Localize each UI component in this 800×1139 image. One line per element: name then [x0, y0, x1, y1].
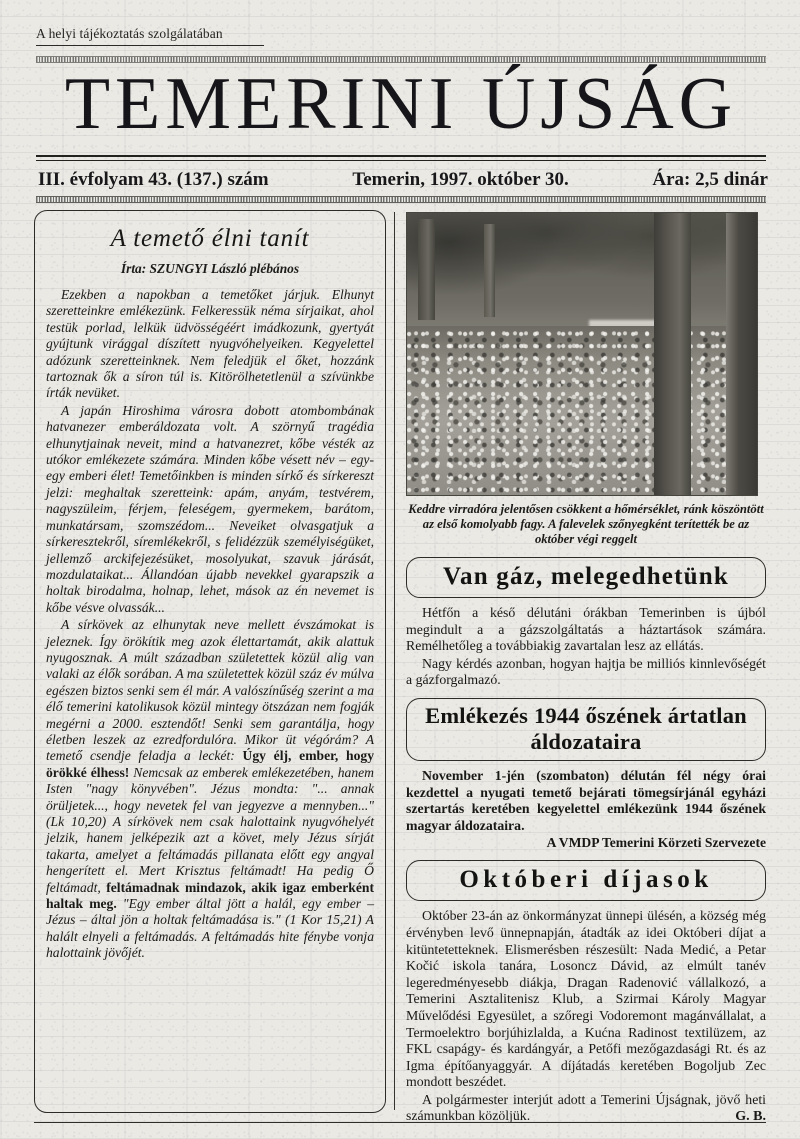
lead-article-byline: Írta: SZUNGYI László plébános: [120, 261, 300, 276]
masthead-bottom-ornament-rule: [36, 196, 766, 203]
headline-box: [406, 860, 766, 901]
article-headline: Októberi díjasok: [459, 866, 713, 894]
issue-information-line: [36, 165, 770, 195]
autumn-park-leaves-photo: [406, 212, 758, 496]
lead-article-box: [34, 210, 386, 1113]
lead-p3-part1: A sírkövek az elhunytak neve mellett évszámokat is jeleznek. Így örökítik meg azok élettartamát, akik alattuk nyugosznak. A múlt században születettek közül alig van valaki az élők sorában. A ma születettek közül száz év múlva egészen biztos senki sem él már. A valószínűség szerint a ma élő temerini katolikusok közül mintegy ötszázan nem fogják megérni a 2000. esztendőt! Senki sem garantálja, hogy életben leszek az ezredfordulóra. Mikor üt végórám? A temető csendje feladja a leckét:: [46, 617, 374, 764]
lead-article-title: A temető élni tanít: [110, 225, 310, 252]
lead-p3-bold1: Úgy élj, ember, hogy örökké élhess!: [46, 748, 374, 780]
issue-number: III. évfolyam 43. (137.) szám: [38, 169, 269, 190]
article-paragraph: Nagy kérdés azonban, hogyan hajtja be milliós kinnlevőségét a gázforgalmazó.: [406, 655, 766, 688]
lead-paragraph-mixed: [46, 617, 374, 962]
issue-price: Ára: 2,5 dinár: [652, 169, 768, 190]
paper-title: TEMERINI ÚJSÁG: [64, 63, 738, 145]
issue-place-date: Temerin, 1997. október 30.: [352, 169, 569, 190]
article-paragraph: A polgármester interjút adott a Temerini Újságnak, jövő heti számunkban közöljük.: [406, 1091, 766, 1124]
lead-article-body: [46, 287, 374, 962]
photo-tree-trunk-right: [726, 213, 758, 495]
photo-tree-trunk-foreground: [654, 213, 691, 495]
lead-paragraph: Ezekben a napokban a temetőket járjuk. Elhunyt szeretteinkre emlékezünk. Felkeressük néma sírjaikat, ahol testük porlad, lelkük üdvösségéért imádkozunk, gyertyát gyújtunk virággal díszített nyugvóhelyeiken. Kegyelettel adózunk szeretteinknek. Nem feledjük el őket, hozzánk tartoznak ők a síron túl is. Kitörölhetetlenül a szívünkbe írták nevüket.: [46, 287, 374, 401]
photo-tree-trunk-left: [418, 219, 436, 321]
photo-fallen-leaves: [407, 331, 757, 495]
article-paragraph: Október 23-án az önkormányzat ünnepi ülésén, a község még érvényben levő ünnepnapján, átadták az idei Októberi díjat a kitüntetetteknek. Elismerésben részesült: Nada Medić, a Petar Kočić iskola tanára, Losoncz Dávid, az elmúlt tanév legeredményesebb diákja, Dragan Radenović vállalkozó, a Temerini Asztalitenisz Klub, a Szirmai Károly Magyar Művelődési Egyesület, a szőregi Vodoremont magánvállalat, a Termoelektro borjúhizlalda, a Kućna Radinost textilüzem, az FKL csapágy- és kardángyár, a Petőfi mezőgazdasági Rt. és az Igma építőanyaggyár. A díjátadás keretében Bogoljub Zec mondott beszédet.: [406, 908, 766, 1090]
lead-p3-part2: Nemcsak az emberek emlékezetében, hanem Isten "nagy könyvében". Jézus mondta: "... annak örüljetek..., hogy nevetek fel van jegyezve a mennyben..." (Lk 10,20) A sírkövek nem csak halottaink nyugvóhelyét jelzik, hanem jelképezik azt a követ, mely Jézus sírját takarta, amelyet a feltámadás pillanata előtt egy angyal hengerített el. Mert Krisztus feltámadt! Ha pedig Ő feltámadt,: [46, 764, 374, 895]
photo-tree-trunk-mid: [484, 224, 495, 317]
headline-box: [406, 698, 766, 761]
lead-p3-bold2: feltámadnak mindazok, akik igaz emberként haltak meg.: [46, 879, 374, 912]
article-body: [406, 605, 766, 689]
lead-paragraph: A japán Hiroshima városra dobott atombombának hatvanezer emberáldozata volt. A szörnyű tragédia elhunytjainak neveit, mind a hatvanezret, kőbe vésték az utókor emlékezete számára. Minden kőbe vésett név – egy-egy emberi élet! Temetőinkben is minden sírkő és sírkereszt jelzi: meghaltak szeretteink: apám, anyám, testvérem, nagyszüleim, férjem, feleségem, gyermekem, barátom, munkatársam, szomszédom... Neveiket olvasgatjuk a sírkeresztekről, síremlékekről, s felidézzük személyiségüket, jellemző arckifejezésüket, mosolyukat, szavuk járását, mozdulataikat... Állandóan újabb nevekkel gyarapszik a holtak birodalma, holnap, lehet, mások az én nevemet is kőbe vésve olvassák...: [46, 402, 374, 615]
slogan-underline-rule: [36, 45, 264, 46]
masthead-slogan-block: [36, 26, 766, 46]
article-emlekezes-1944: [406, 698, 766, 851]
article-author-initials: G. B.: [735, 1109, 766, 1125]
lead-p3-part3: "Egy ember által jött a halál, egy ember – Jézus – által jön a holtak feltámadása is." (1 Kor 15,21) A halált elnyeli a feltámadás. A feltámadás hite fénybe vonja halottaink jövőjét.: [46, 896, 374, 961]
article-signature: A VMDP Temerini Körzeti Szervezete: [546, 835, 766, 851]
masthead-double-rule: [36, 155, 766, 161]
article-oktoberi-dijasok: [406, 860, 766, 1125]
photo-tree-canopy: [407, 213, 757, 343]
masthead-slogan: A helyi tájékoztatás szolgálatában: [36, 26, 223, 41]
article-headline: Van gáz, melegedhetünk: [443, 563, 729, 590]
headline-box: [406, 557, 766, 598]
page-bottom-rule: [34, 1122, 766, 1123]
photo-caption: Keddre virradóra jelentősen csökkent a hőmérséklet, ránk köszöntött az első komolyabb fagy. A falevelek szőnyegként terítették be az október végi reggelt: [408, 502, 764, 546]
article-headline: Emlékezés 1944 őszének ártatlan áldozataira: [425, 702, 747, 754]
article-body: [406, 768, 766, 834]
article-paragraph: Hétfőn a késő délutáni órákban Temerinben is újból megindult a a gázszolgáltatás a háztartások számára. Remélhetőleg a továbbiakig zavartalan lesz az ellátás.: [406, 605, 766, 654]
article-paragraph: November 1-jén (szombaton) délután fél négy órai kezdettel a nyugati temető bejárati tömegsírjánál egyházi szertartás keretében kegyelettel emlékezünk 1944 őszének magyar áldozataira.: [406, 767, 766, 833]
article-body: [406, 908, 766, 1125]
column-divider-rule: [394, 212, 395, 1110]
right-column: [406, 212, 766, 1125]
article-van-gaz: [406, 557, 766, 689]
